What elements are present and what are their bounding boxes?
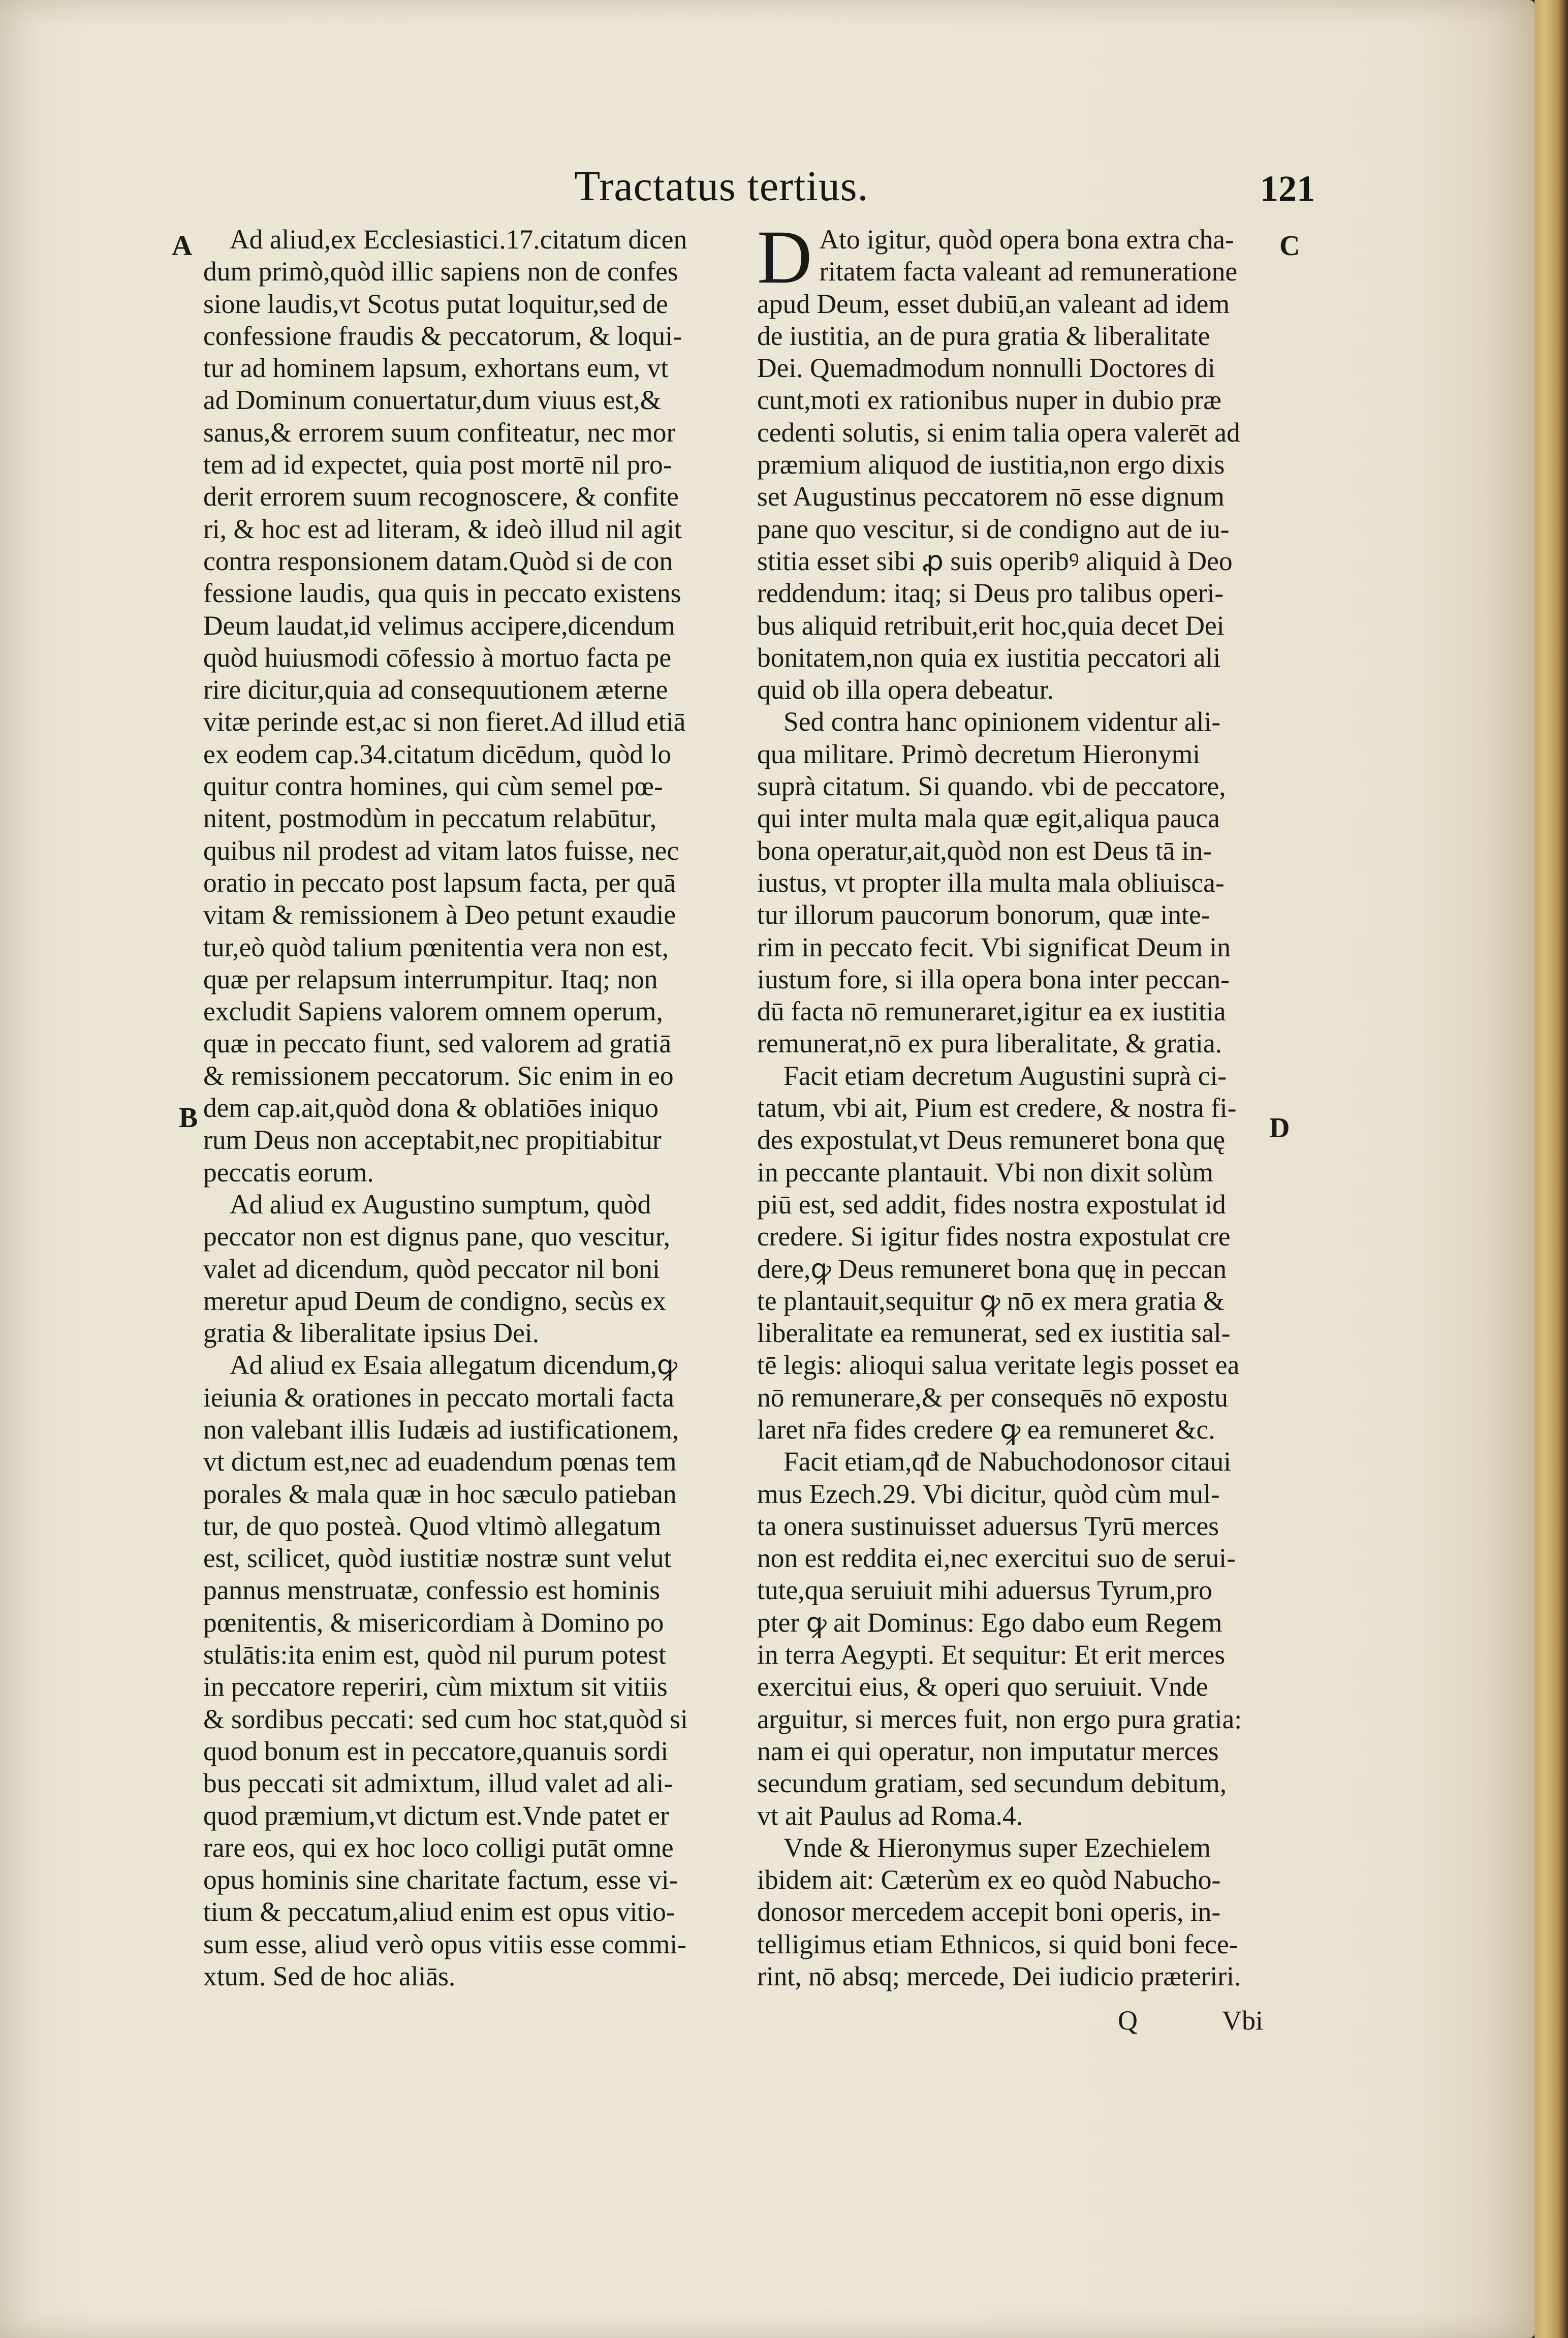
- text-line: ibidem ait: Cæterùm ex eo quòd Nabucho-: [757, 1864, 1221, 1895]
- text-line: quod bonum est in peccatore,quanuis sordi: [203, 1735, 669, 1766]
- text-line: nō remunerare,& per consequēs nō expostu: [757, 1382, 1229, 1413]
- text-line: reddendum: itaq; si Deus pro talibus operi-: [757, 578, 1224, 609]
- page-header: [574, 162, 1336, 217]
- margin-letter-c: C: [1279, 230, 1300, 262]
- drop-cap: D: [757, 215, 812, 299]
- text-line: des expostulat,vt Deus remuneret bona quę: [757, 1125, 1226, 1156]
- text-line: iustum fore, si illa opera bona inter peccan-: [757, 963, 1230, 994]
- margin-letter-a: A: [172, 230, 193, 262]
- text-line: rare eos, qui ex hoc loco colligi putāt omne: [203, 1832, 674, 1863]
- text-line: ex eodem cap.34.citatum dicēdum, quòd lo: [203, 738, 672, 769]
- text-line: exercitui eius, & operi quo seruiuit. Vnde: [757, 1671, 1208, 1702]
- text-line: fessione laudis, qua quis in peccato existens: [203, 578, 681, 609]
- text-line: dere,ꝙ Deus remuneret bona quę in peccan: [757, 1253, 1227, 1284]
- text-line: ta onera sustinuisset aduersus Tyrū merces: [757, 1510, 1219, 1541]
- text-line: qua militare. Primò decretum Hieronymi: [757, 738, 1201, 769]
- text-line: quid ob illa opera debeatur.: [757, 674, 1054, 705]
- text-line: te plantauit,sequitur ꝙ nō ex mera gratia &: [757, 1285, 1225, 1316]
- text-line: Vnde & Hieronymus super Ezechielem: [783, 1832, 1211, 1863]
- text-line: Ad aliud ex Esaia allegatum dicendum,ꝙ: [230, 1350, 678, 1381]
- text-line: Facit etiam,qđ de Nabuchodonosor citaui: [783, 1446, 1232, 1477]
- text-line: opus hominis sine charitate factum, esse vi-: [203, 1864, 678, 1895]
- text-line: vt ait Paulus ad Roma.4.: [757, 1800, 1023, 1831]
- text-line: vitam & remissionem à Deo petunt exaudie: [203, 899, 676, 930]
- text-line: xtum. Sed de hoc aliās.: [203, 1961, 456, 1992]
- text-line: in peccante plantauit. Vbi non dixit solùm: [757, 1157, 1213, 1188]
- catchword: Vbi: [1222, 2005, 1263, 2036]
- text-line: non est reddita ei,nec exercitui suo de serui-: [757, 1543, 1236, 1574]
- text-line: suprà citatum. Si quando. vbi de peccatore,: [757, 771, 1226, 802]
- margin-letter-b: B: [179, 1102, 198, 1134]
- text-line: secundum gratiam, sed secundum debitum,: [757, 1768, 1227, 1799]
- text-line: bus aliquid retribuit,erit hoc,quia decet Dei: [757, 610, 1225, 641]
- text-line: donosor mercedem accepit boni operis, in-: [757, 1896, 1221, 1927]
- text-line: porales & mala quæ in hoc sæculo patieban: [203, 1478, 677, 1509]
- text-line: ad Dominum conuertatur,dum viuus est,&: [203, 385, 662, 416]
- text-line: pœnitentis, & misericordiam à Domino po: [203, 1607, 664, 1638]
- text-line: quitur contra homines, qui cùm semel pœ-: [203, 771, 663, 802]
- text-line: sanus,& errorem suum confiteatur, nec mor: [203, 417, 676, 448]
- text-line: est, scilicet, quòd iustitiæ nostræ sunt velut: [203, 1543, 672, 1574]
- text-line: tium & peccatum,aliud enim est opus vitio-: [203, 1896, 675, 1927]
- running-title: Tractatus tertius.: [574, 163, 869, 210]
- text-line: tem ad id expectet, quia post mortē nil pro-: [203, 449, 672, 480]
- text-line: Sed contra hanc opinionem videntur ali-: [783, 706, 1221, 737]
- text-line: Ad aliud ex Augustino sumptum, quòd: [230, 1189, 651, 1220]
- left-column: [203, 224, 727, 1992]
- text-line: telligimus etiam Ethnicos, si quid boni fece-: [757, 1928, 1238, 1959]
- text-line: set Augustinus peccatorem nō esse dignum: [757, 481, 1225, 512]
- text-line: rint, nō absq; mercede, Dei iudicio præteriri.: [757, 1961, 1241, 1992]
- text-line: peccator non est dignus pane, quo vescitur,: [203, 1221, 670, 1252]
- text-line: liberalitate ea remunerat, sed ex iustitia sal-: [757, 1318, 1231, 1349]
- text-line: sione laudis,vt Scotus putat loquitur,sed de: [203, 288, 668, 319]
- text-line: rum Deus non acceptabit,nec propitiabitur: [203, 1125, 662, 1156]
- text-line: vitæ perinde est,ac si non fieret.Ad illud etiā: [203, 706, 686, 737]
- text-line: sum esse, aliud verò opus vitiis esse commi-: [203, 1928, 686, 1959]
- text-line: Ad aliud,ex Ecclesiastici.17.citatum dicen: [230, 224, 687, 255]
- text-line: pter ꝙ ait Dominus: Ego dabo eum Regem: [757, 1607, 1222, 1638]
- text-line: tē legis: alioqui salua veritate legis posset ea: [757, 1350, 1240, 1381]
- text-line: quibus nil prodest ad vitam latos fuisse, nec: [203, 835, 679, 866]
- text-line: confessione fraudis & peccatorum, & loqui-: [203, 320, 682, 351]
- text-line: & sordibus peccati: sed cum hoc stat,quòd si: [203, 1703, 688, 1734]
- text-line: tur illorum paucorum bonorum, quæ inte-: [757, 899, 1210, 930]
- text-line: quæ per relapsum interrumpitur. Itaq; non: [203, 963, 658, 994]
- text-line: bona operatur,ait,quòd non est Deus tā in-: [757, 835, 1212, 866]
- text-line: vt dictum est,nec ad euadendum pœnas tem: [203, 1446, 677, 1477]
- text-line: rim in peccato fecit. Vbi significat Deum in: [757, 931, 1231, 962]
- text-line: quòd huiusmodi cōfessio à mortuo facta pe: [203, 642, 672, 673]
- signature-mark: Q: [1118, 2005, 1138, 2036]
- text-line: ritatem facta valeant ad remuneratione: [819, 256, 1238, 287]
- text-line: arguitur, si merces fuit, non ergo pura gratia:: [757, 1703, 1242, 1734]
- text-line: remunerat,nō ex pura liberalitate, & gratia.: [757, 1028, 1222, 1059]
- text-line: pannus menstruatæ, confessio est hominis: [203, 1575, 660, 1606]
- text-line: dum primò,quòd illic sapiens non de confes: [203, 256, 678, 287]
- text-line: Deum laudat,id velimus accipere,dicendum: [203, 610, 675, 641]
- text-line: de iustitia, an de pura gratia & liberalitate: [757, 320, 1210, 351]
- right-column: [757, 215, 1280, 1992]
- text-line: dem cap.ait,quòd dona & oblatiōes iniquo: [203, 1093, 658, 1124]
- catchword-line: [1118, 2005, 1321, 2040]
- text-line: dū facta nō remuneraret,igitur ea ex iustitia: [757, 996, 1226, 1027]
- text-line: non valebant illis Iudæis ad iustificationem,: [203, 1414, 679, 1445]
- text-line: bus peccati sit admixtum, illud valet ad ali-: [203, 1768, 673, 1799]
- book-edge: [1534, 0, 1568, 2338]
- text-line: Facit etiam decretum Augustini suprà ci-: [783, 1060, 1227, 1091]
- text-line: tatum, vbi ait, Pium est credere, & nostra fi-: [757, 1093, 1237, 1124]
- text-line: iustus, vt propter illa multa mala obliuisca-: [757, 867, 1225, 898]
- text-line: nam ei qui operatur, non imputatur merces: [757, 1735, 1219, 1766]
- text-line: peccatis eorum.: [203, 1157, 374, 1188]
- text-line: apud Deum, esset dubiū,an valeant ad idem: [757, 288, 1230, 319]
- right-column-text: [757, 215, 1280, 1992]
- text-line: cedenti solutis, si enim talia opera valerēt ad: [757, 417, 1240, 448]
- text-line: nitent, postmodùm in peccatum relabūtur,: [203, 803, 657, 834]
- text-line: rire dicitur,quia ad consequutionem æterne: [203, 674, 668, 705]
- text-line: derit errorem suum recognoscere, & confite: [203, 481, 679, 512]
- text-line: tur,eò quòd talium pœnitentia vera non est,: [203, 931, 669, 962]
- text-line: gratia & liberalitate ipsius Dei.: [203, 1318, 540, 1349]
- text-line: Dei. Quemadmodum nonnulli Doctores di: [757, 353, 1215, 384]
- margin-letter-d: D: [1269, 1112, 1290, 1144]
- text-line: contra responsionem datam.Quòd si de con: [203, 545, 673, 576]
- text-line: piū est, sed addit, fides nostra expostulat id: [757, 1189, 1226, 1220]
- text-line: ieiunia & orationes in peccato mortali facta: [203, 1382, 674, 1413]
- text-line: mus Ezech.29. Vbi dicitur, quòd cùm mul-: [757, 1478, 1220, 1509]
- folio-number: 121: [1260, 168, 1315, 209]
- text-line: tur ad hominem lapsum, exhortans eum, vt: [203, 353, 669, 384]
- text-line: Ato igitur, quòd opera bona extra cha-: [819, 224, 1234, 255]
- text-line: ri, & hoc est ad literam, & ideò illud nil agit: [203, 513, 682, 544]
- text-line: qui inter multa mala quæ egit,aliqua pauca: [757, 803, 1220, 834]
- text-line: tur, de quo posteà. Quod vltimò allegatum: [203, 1510, 662, 1541]
- text-line: valet ad dicendum, quòd peccator nil boni: [203, 1253, 660, 1284]
- text-line: oratio in peccato post lapsum facta, per quā: [203, 867, 676, 898]
- text-line: quæ in peccato fiunt, sed valorem ad gratiā: [203, 1028, 672, 1059]
- text-line: excludit Sapiens valorem omnem operum,: [203, 996, 663, 1027]
- text-line: & remissionem peccatorum. Sic enim in eo: [203, 1060, 674, 1091]
- text-line: laret nr̄a fides credere ꝙ ea remuneret &c.: [757, 1414, 1215, 1445]
- text-line: quod præmium,vt dictum est.Vnde patet er: [203, 1800, 669, 1831]
- text-line: tute,qua seruiuit mihi aduersus Tyrum,pro: [757, 1575, 1212, 1606]
- text-line: pane quo vescitur, si de condigno aut de iu-: [757, 513, 1230, 544]
- text-line: stitia esset sibi ꝓ suis operibꝰ aliquid à Deo: [757, 545, 1233, 576]
- text-line: meretur apud Deum de condigno, secùs ex: [203, 1285, 666, 1316]
- text-line: stulātis:ita enim est, quòd nil purum potest: [203, 1639, 666, 1670]
- text-line: in terra Aegypti. Et sequitur: Et erit merces: [757, 1639, 1226, 1670]
- text-line: credere. Si igitur fides nostra expostulat cre: [757, 1221, 1231, 1252]
- text-line: bonitatem,non quia ex iustitia peccatori ali: [757, 642, 1221, 673]
- text-line: in peccatore reperiri, cùm mixtum sit vitiis: [203, 1671, 668, 1702]
- text-line: cunt,moti ex rationibus nuper in dubio præ: [757, 385, 1221, 416]
- text-line: præmium aliquod de iustitia,non ergo dixis: [757, 449, 1225, 480]
